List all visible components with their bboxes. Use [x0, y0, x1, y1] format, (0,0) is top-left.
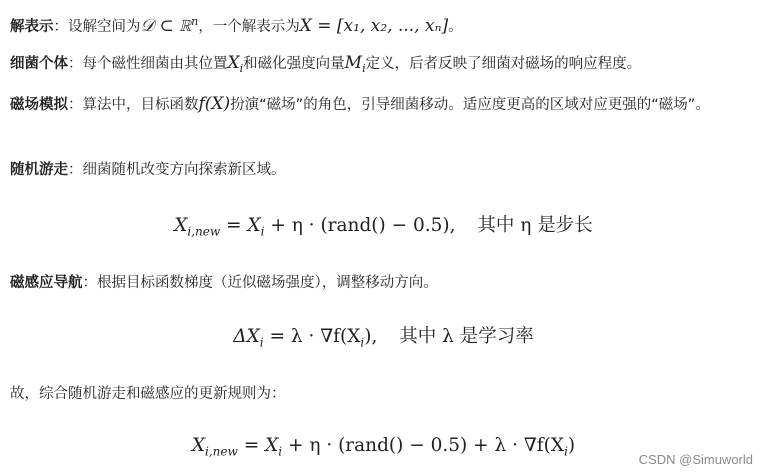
summary-text: 故，综合随机游走和磁感应的更新规则为： [10, 386, 286, 402]
walk-term: 随机游走 [10, 162, 68, 178]
bacteria-position-sub: i [239, 61, 244, 75]
solution-text-2: ，一个解表示为 [198, 18, 300, 35]
field-term: 磁场模拟 [10, 97, 68, 113]
bacteria-text-1: 每个磁性细菌由其位置 [82, 56, 228, 72]
summary-paragraph [10, 381, 757, 408]
field-function: f(X) [198, 94, 231, 114]
walk-sep: ： [68, 162, 83, 178]
eq2-rest-2: ), [364, 326, 378, 347]
nav-sep: ： [82, 275, 97, 291]
eq3-rest-1: + η · (rand() − 0.5) + λ · ∇f(X [282, 435, 565, 456]
eq3-rhs-sub: i [278, 444, 283, 459]
eq2-sub-2: i [360, 335, 365, 350]
eq3-lhs-sub: i,new [205, 444, 238, 459]
eq2-note: 其中 λ 是学习率 [399, 326, 534, 347]
eq3-rhs: = X [243, 435, 279, 456]
bacteria-sep: ： [68, 56, 83, 72]
eq1-lhs-sub: i,new [187, 224, 221, 239]
eq2-rest-1: = λ · ∇f(X [263, 326, 361, 347]
equation-random-walk [0, 211, 767, 239]
field-paragraph [10, 91, 757, 119]
solution-text-1: 设解空间为 [68, 18, 141, 35]
nav-text: 根据目标函数梯度（近似磁场强度），调整移动方向。 [97, 275, 438, 291]
bacteria-text-3: 定义，后者反映了细菌对磁场的响应程度。 [365, 56, 642, 72]
field-text-2: 扮演“磁场”的角色，引导细菌移动。适应度更高的区域对应更强的“磁场”。 [230, 97, 710, 113]
solution-space-exponent: n [191, 15, 199, 28]
solution-term: 解表示 [10, 18, 54, 35]
bacteria-magnet-sub: i [362, 61, 366, 75]
nav-paragraph [10, 270, 757, 297]
field-sep: ： [68, 97, 83, 113]
bacteria-magnet-var: M [344, 53, 363, 73]
eq1-rhs: = X [226, 215, 261, 236]
eq1-note: 其中 η 是步长 [477, 215, 593, 236]
solution-vector: X = [x₁, x₂, ..., xₙ] [299, 15, 449, 36]
eq3-lhs: X [191, 435, 206, 456]
solution-text-3: 。 [448, 18, 463, 35]
eq1-rhs-sub: i [260, 224, 265, 239]
eq1-rest: + η · (rand() − 0.5), [264, 215, 456, 236]
solution-paragraph [10, 8, 757, 41]
bacteria-text-2: 和磁化强度向量 [243, 56, 345, 72]
bacteria-paragraph [10, 50, 757, 82]
eq1-lhs: X [174, 215, 188, 236]
watermark: CSDN @Simuworld [638, 452, 753, 467]
bacteria-term: 细菌个体 [10, 56, 68, 72]
equation-gradient [0, 322, 767, 350]
eq3-sub-2: i [564, 444, 568, 459]
solution-sep: ： [53, 18, 68, 35]
eq2-lhs-sub: i [259, 335, 264, 350]
bacteria-position-var: X [227, 53, 240, 73]
solution-space-symbol: 𝒟 ⊂ ℝ [140, 15, 192, 36]
eq3-rest-2: ) [567, 435, 576, 456]
eq2-lhs: ΔX [233, 326, 260, 347]
walk-paragraph [10, 157, 757, 184]
field-text-1: 算法中，目标函数 [82, 97, 199, 113]
walk-text: 细菌随机改变方向探索新区域。 [82, 162, 286, 178]
nav-term: 磁感应导航 [10, 275, 83, 291]
